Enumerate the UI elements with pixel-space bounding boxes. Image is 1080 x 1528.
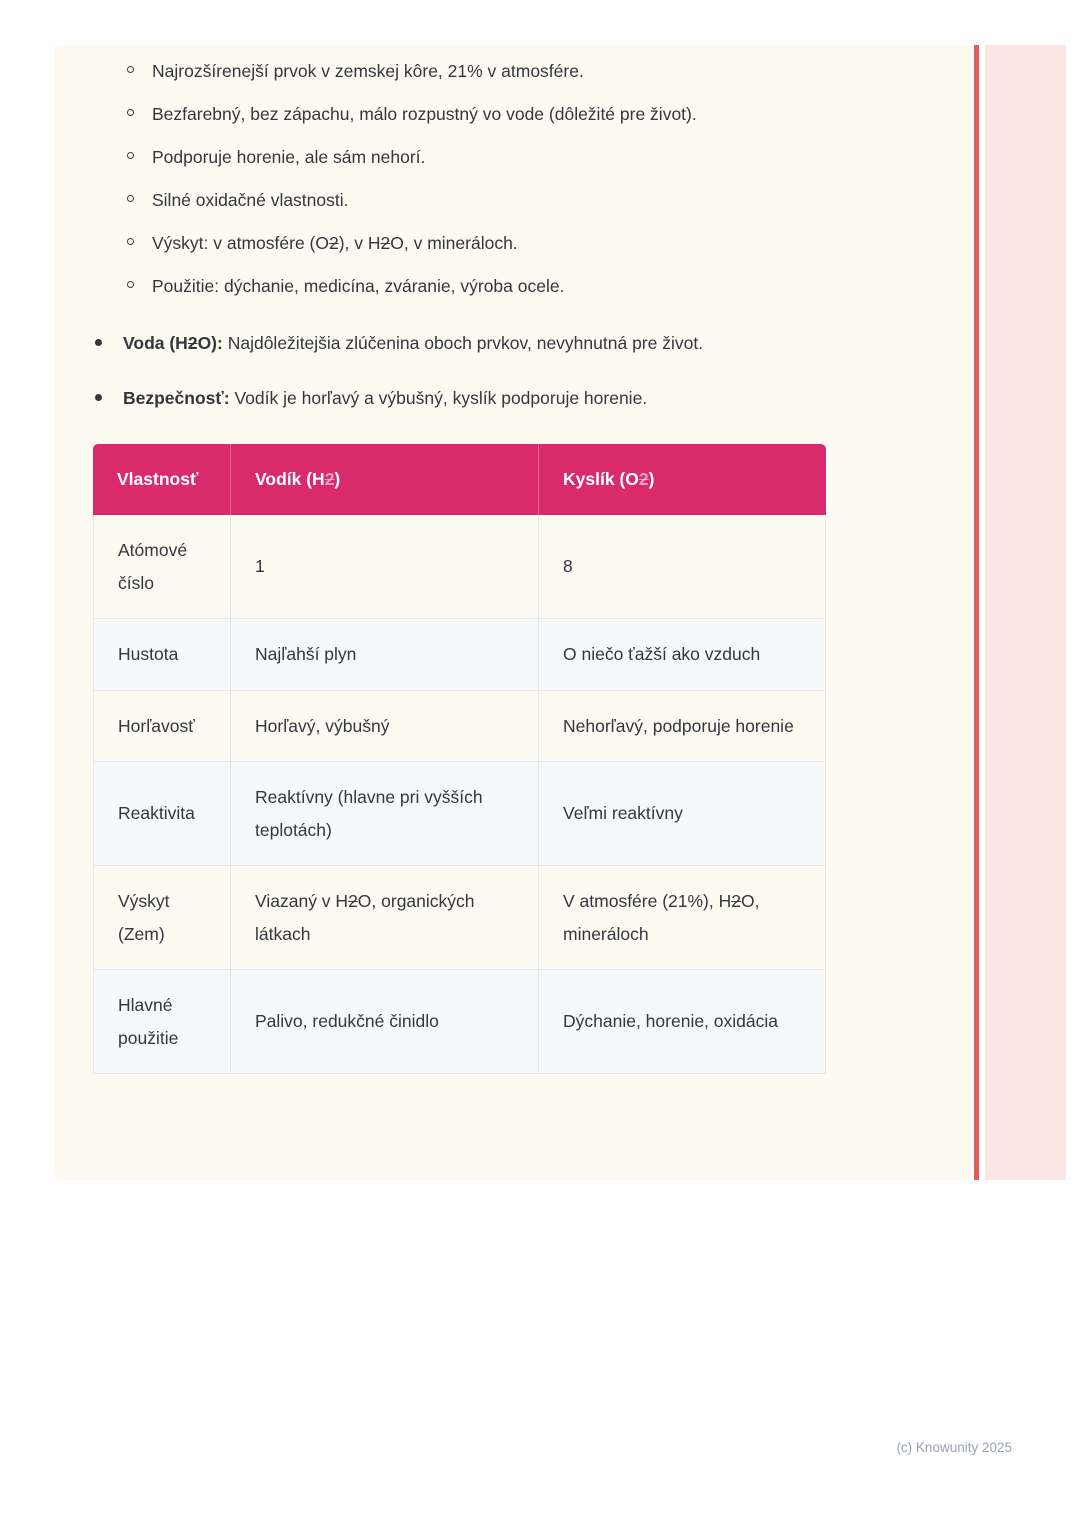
list-item-text: Bezfarebný, bez zápachu, málo rozpustný vo vode (dôležité pre život). [152, 104, 697, 124]
table-cell [539, 970, 826, 1074]
circle-bullet-list [127, 58, 967, 316]
disc-bullet-icon [95, 339, 102, 346]
table-cell [539, 691, 826, 763]
cell-text: Horľavosť [118, 715, 195, 736]
table-cell [231, 515, 539, 619]
table-cell [539, 866, 826, 970]
cell-text: Nehorľavý, podporuje horenie [563, 715, 794, 736]
circle-bullet-icon [127, 109, 134, 116]
list-item-text: Voda (H2O): Najdôležitejšia zlúčenina oboch prvkov, nevyhnutná pre život. [123, 333, 704, 353]
cell-text: Horľavý, výbušný [255, 715, 390, 736]
cell-text: V atmosfére (21%), H2O, mineráloch [563, 891, 760, 944]
table-header-kyslik [539, 444, 826, 515]
circle-bullet-icon [127, 195, 134, 202]
cell-text: Výskyt (Zem) [118, 891, 170, 944]
table-cell [93, 515, 231, 619]
list-item-text: Podporuje horenie, ale sám nehorí. [152, 147, 426, 167]
list-item [127, 58, 967, 84]
table-header-vodik [231, 444, 539, 515]
margin-accent-panel [985, 45, 1066, 1180]
cell-text: Reaktívny (hlavne pri vyšších teplotách) [255, 787, 483, 840]
table-cell [539, 619, 826, 691]
list-item-text: Najrozšírenejší prvok v zemskej kôre, 21% v atmosfére. [152, 61, 584, 81]
header-text: Vlastnosť [117, 469, 199, 489]
table-cell [539, 762, 826, 866]
margin-accent-line [974, 45, 979, 1180]
list-item [127, 101, 967, 127]
cell-text: Hustota [118, 644, 179, 664]
table-cell [231, 762, 539, 866]
table-cell [93, 970, 231, 1074]
list-item [127, 144, 967, 170]
table-cell [539, 515, 826, 619]
circle-bullet-icon [127, 152, 134, 159]
list-item-text: Výskyt: v atmosfére (O2), v H2O, v mineráloch. [152, 233, 518, 253]
list-item [127, 187, 967, 213]
header-text: Vodík (H2) [255, 469, 341, 489]
cell-text: 1 [255, 556, 265, 577]
disc-bullet-icon [95, 394, 102, 401]
table-cell [231, 970, 539, 1074]
list-item-text: Bezpečnosť: Vodík je horľavý a výbušný, kyslík podporuje horenie. [123, 388, 648, 408]
cell-text: Hlavné použitie [118, 995, 179, 1048]
list-item [127, 230, 967, 256]
list-item-text: Použitie: dýchanie, medicína, zváranie, výroba ocele. [152, 276, 565, 296]
list-item [95, 330, 975, 356]
table-cell [93, 762, 231, 866]
header-text: Kyslík (O2) [563, 469, 655, 489]
list-item [95, 385, 975, 411]
table-cell [231, 619, 539, 691]
circle-bullet-icon [127, 281, 134, 288]
copyright-text: (c) Knowunity 2025 [896, 1440, 1012, 1455]
table-header-vlastnost [93, 444, 231, 515]
list-item-text: Silné oxidačné vlastnosti. [152, 190, 349, 210]
cell-text: 8 [563, 556, 573, 577]
cell-text: Atómové číslo [118, 540, 188, 593]
table-cell [231, 691, 539, 763]
list-item [127, 273, 967, 299]
cell-text: Reaktivita [118, 803, 195, 824]
table-cell [231, 866, 539, 970]
table-cell [93, 691, 231, 763]
circle-bullet-icon [127, 238, 134, 245]
cell-text: Palivo, redukčné činidlo [255, 1011, 439, 1032]
cell-text: Viazaný v H2O, organických látkach [255, 891, 475, 944]
cell-text: O niečo ťažší ako vzduch [563, 644, 761, 664]
cell-text: Najľahší plyn [255, 644, 357, 664]
cell-text: Dýchanie, horenie, oxidácia [563, 1011, 778, 1032]
circle-bullet-icon [127, 66, 134, 73]
disc-bullet-list [95, 330, 975, 440]
table-cell [93, 619, 231, 691]
properties-comparison-table [93, 444, 826, 1074]
cell-text: Veľmi reaktívny [563, 803, 683, 824]
table-cell [93, 866, 231, 970]
